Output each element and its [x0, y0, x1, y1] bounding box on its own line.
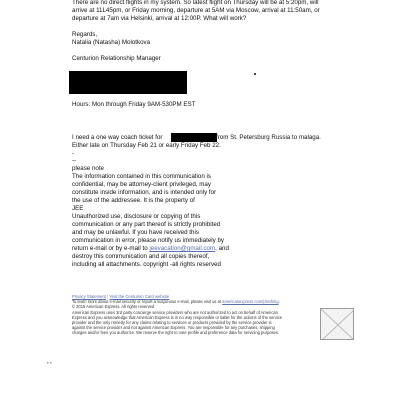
image-placeholder-icon — [321, 309, 354, 340]
phishing-link[interactable]: americanexpress.com/phishing — [222, 299, 279, 304]
footer-separator: | — [105, 294, 110, 299]
please-note: please note — [72, 165, 104, 172]
notice-line: and may be unlawful. If you have received this — [72, 229, 199, 236]
sender-name: Natalia (Natasha) Molotkova — [72, 39, 151, 46]
disclaimer-line: provider and the only remedy for any claims relating to services or products provided by the service provider is — [72, 320, 272, 325]
privacy-statement-link[interactable]: Privacy Statement — [72, 294, 106, 299]
request-line-2: Either late on Thursday Feb 21 or early Friday Feb 22. — [72, 142, 221, 149]
notice-line: The information contained in this communication is — [72, 173, 211, 180]
separator-dash: - — [72, 150, 75, 157]
text-cursor-marks — [47, 361, 55, 367]
intro-line-3: departure at 7am via Helsinki, arrival at 12:00P. What will work? — [72, 15, 247, 22]
security-text: To learn more about e-mail security or report a suspicious e-mail, please visit us at — [72, 299, 223, 304]
notice-line: the use of the addressee. It is the property of — [72, 197, 195, 204]
request-line-1-start: I need a one way coach ticket for — [72, 134, 163, 141]
notice-return-line — [72, 245, 229, 253]
intro-line-2: arrive at 11L45pm, or Friday morning, departure at 5AM via Moscow, arrival at 11:50am, or — [72, 7, 320, 14]
security-period: . — [278, 299, 280, 304]
notice-line: destroy this communication and all copies thereof, — [72, 253, 210, 260]
redaction-inline — [171, 133, 217, 142]
centurion-website-link[interactable]: Visit the Centurion Card website — [109, 294, 170, 299]
notice-line: communication or any part thereof is strictly prohibited — [72, 221, 221, 228]
notice-line: Unauthorized use, disclosure or copying of this — [72, 213, 201, 220]
notice-line: including all attachments. copyright -all rights reserved — [72, 261, 221, 268]
business-hours: Hours: Mon through Friday 9AM-530PM EST — [72, 101, 196, 108]
request-line-1-end: from St. Petersburg Russia to malaga. — [216, 134, 321, 141]
copyright: © 2015 American Express. All rights reserved — [72, 304, 155, 309]
stray-mark — [254, 73, 256, 75]
notice-line: JEE — [72, 205, 84, 212]
broken-image-icon — [320, 308, 354, 340]
notice-line: communication in error, please notify us immediately by — [72, 237, 225, 244]
notice-line: confidential, may be attorney-client privileged, may — [72, 181, 211, 188]
notice-line: constitute inside information, and is intended only for — [72, 189, 217, 196]
return-text-end: , and — [215, 245, 229, 252]
disclaimer-line: charges and/or fees you authorize. We reserve the right to note profile and preference data for servicing purposes. — [72, 330, 280, 335]
redaction-block — [69, 71, 187, 94]
disclaimer-line: Express and you acknowledge that American Express is in no way responsible or liable for the actions of the service — [72, 315, 283, 320]
intro-line-1: There are no direct flights in my system. So latest flight on Thursday will be at 5:20pm, will — [72, 0, 319, 6]
disclaimer-line: American Express uses 3rd party concierge service providers who are not authorized to act on behalf of American — [72, 310, 278, 315]
separator-double-dash: -- — [72, 157, 77, 164]
email-link[interactable]: jeevacation@gmail.com — [149, 245, 216, 252]
return-text-start: return e-mail or by e-mail to — [72, 245, 150, 252]
disclaimer-line: against the service provider and not against American Express. You are responsible for any purchases, shipping — [72, 325, 275, 330]
signoff: Regards, — [72, 31, 98, 38]
sender-title: Centurion Relationship Manager — [72, 55, 161, 62]
